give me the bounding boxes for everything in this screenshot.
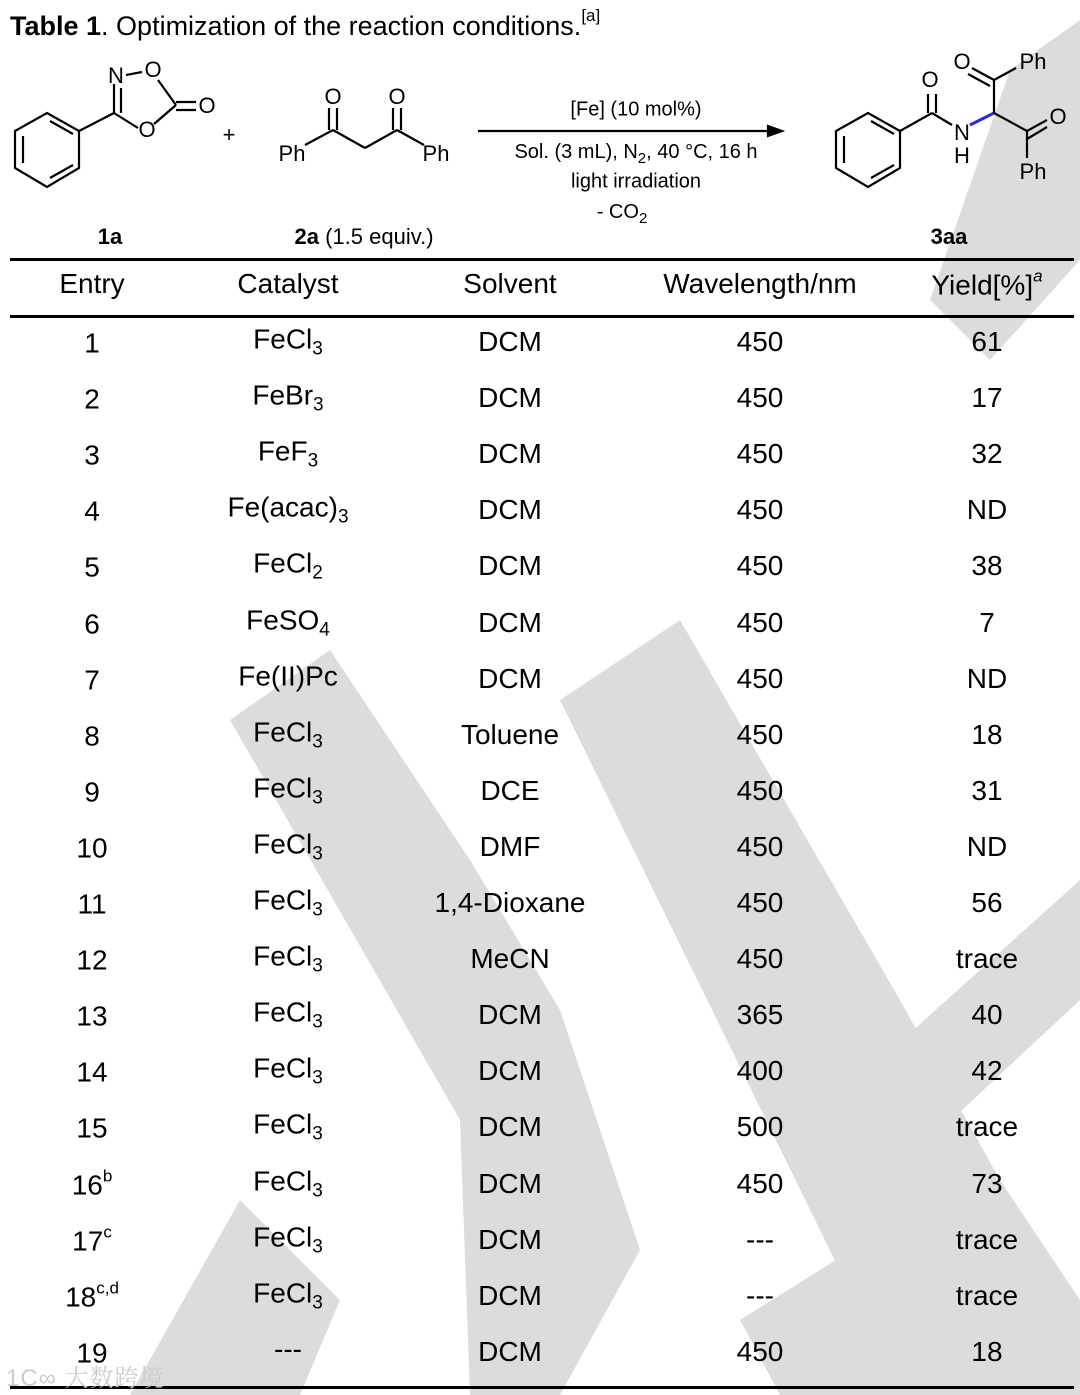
cell-solvent: DCM [478,326,542,357]
cell-yield: 7 [979,606,995,638]
cell-entry: 12 [76,944,108,976]
cell-entry: 13 [76,1000,108,1032]
atom-O: O [324,84,342,109]
conditions-light: light irradiation [570,170,702,193]
header-wavelength: Wavelength/nm [663,268,857,299]
cell-catalyst: Fe(II)Pc [238,660,338,692]
atom-Ph: Ph [278,141,306,166]
cell-yield: 17 [971,382,1003,414]
cell-yield: 31 [971,774,1003,806]
table-top-rule [10,258,1074,261]
benzene-ring-1a [15,72,196,187]
cell-entry: 6 [84,608,100,639]
cell-yield: 18 [971,1335,1003,1367]
cell-yield: trace [955,1223,1019,1255]
cell-entry: 10 [76,832,108,864]
cell-entry: 2 [84,383,100,415]
cell-wavelength: 450 [736,1167,784,1199]
cell-catalyst: FeCl$_3$ [253,323,323,360]
cell-wavelength: 450 [736,830,784,862]
atom-Ph: Ph [1019,49,1047,74]
cell-solvent: DCM [478,662,542,694]
header-entry: Entry [59,268,125,299]
cell-solvent: DCM [478,1055,542,1087]
cell-yield: ND [966,830,1008,862]
cell-entry: 11 [77,888,107,920]
cell-solvent: DCM [478,1335,542,1367]
cell-catalyst: FeCl$_3$ [253,772,323,809]
cell-yield: 40 [971,999,1003,1031]
cell-catalyst: FeCl$_3$ [253,940,323,977]
cell-entry: 19 [76,1337,108,1369]
compound-label-1a: 1a [97,224,123,249]
cell-catalyst: FeF$_3$ [257,435,319,472]
cell-wavelength: 450 [736,326,784,357]
cell-entry: 14 [76,1056,108,1088]
cell-solvent: DCM [478,1167,542,1199]
cell-yield: ND [966,662,1008,694]
cell-yield: 56 [971,887,1003,918]
cell-catalyst: FeCl$_3$ [253,884,323,921]
cell-yield: 32 [971,438,1003,470]
cell-entry: 5 [84,551,100,583]
watermark-logo: 1C∞ 大数跨境 [6,1365,165,1392]
header-yield: Yield[%]$^a$ [931,266,1043,301]
conditions-catalyst: [Fe] (10 mol%) [570,98,702,121]
cell-entry: 17$^c$ [72,1222,112,1257]
conditions-solvent: Sol. (3 mL), $N_2$, 40 °C, 16 h [514,141,758,167]
cell-solvent: DCM [478,1223,542,1255]
cell-solvent: DCM [478,999,542,1031]
cell-solvent: 1,4-Dioxane [434,887,586,918]
cell-entry: 1 [84,327,100,359]
atom-O: O [198,93,216,118]
cell-catalyst: FeCl$_3$ [253,828,323,865]
cell-wavelength: 450 [736,943,784,975]
table-title: Table 1. Optimization of the reaction conditions.[a] [10,6,601,41]
cell-yield: ND [966,494,1008,526]
cell-wavelength: 450 [736,887,784,918]
cell-wavelength: 450 [736,606,784,638]
cell-yield: 18 [971,718,1003,750]
cell-wavelength: 450 [736,382,784,414]
cell-wavelength: 365 [736,999,784,1031]
cell-wavelength: 450 [736,494,784,526]
cell-catalyst: FeCl$_3$ [253,1221,323,1258]
cell-wavelength: 450 [736,550,784,582]
cell-wavelength: 450 [736,774,784,806]
cell-entry: 16$^b$ [71,1166,113,1200]
dibenzoylmethane-2a [305,108,424,148]
conditions-byproduct: - $CO_2$ [596,201,648,227]
cell-catalyst: FeSO$_4$ [246,604,330,640]
cell-solvent: Toluene [460,718,560,750]
cell-wavelength: --- [746,1223,774,1255]
cell-wavelength: 450 [736,438,784,470]
cell-solvent: DCM [478,1279,542,1311]
cell-yield: 61 [971,326,1003,357]
atom-Ph: Ph [422,141,450,166]
cell-catalyst: --- [274,1333,302,1365]
cell-wavelength: 400 [736,1055,784,1087]
cell-yield: 42 [971,1055,1003,1087]
cell-yield: trace [955,1279,1019,1311]
cell-yield: 38 [971,550,1003,582]
atom-O: O [388,84,406,109]
cell-entry: 4 [84,495,100,527]
cell-catalyst: $Fe(acac)_3$ [227,491,349,528]
atom-N: N [954,120,970,145]
cell-catalyst: FeCl$_2$ [253,547,323,584]
cell-solvent: MeCN [470,943,550,975]
compound-label-2a: 2a (1.5 equiv.) [294,224,434,249]
atom-H: H [954,143,970,168]
cell-entry: 15 [76,1112,108,1144]
atom-O: O [953,49,971,74]
atom-O: O [921,67,939,92]
cell-entry: 8 [84,720,100,752]
plus-sign: + [222,122,236,147]
cell-yield: trace [955,943,1019,975]
cell-entry: 18$^{c,d}$ [65,1278,119,1313]
product-3aa-structure [836,68,1047,187]
cell-entry: 9 [84,776,100,808]
cell-catalyst: FeCl$_3$ [253,996,323,1033]
cell-solvent: DCM [478,1111,542,1143]
cell-yield: trace [955,1111,1019,1143]
cell-catalyst: FeCl$_3$ [253,1052,323,1089]
table-header-rule [10,315,1074,318]
cell-solvent: DCM [478,494,542,526]
cell-entry: 3 [84,439,100,471]
cell-catalyst: FeBr$_3$ [252,379,324,416]
table-bottom-rule [10,1386,1074,1389]
reaction-arrow [478,126,782,136]
cell-catalyst: FeCl$_3$ [253,1108,323,1145]
cell-wavelength: 450 [736,718,784,750]
atom-N: N [108,63,124,88]
cell-solvent: DCM [478,438,542,470]
cell-solvent: DCM [478,606,542,638]
header-catalyst: Catalyst [237,268,339,299]
cell-entry: 7 [84,664,100,696]
cell-wavelength: --- [746,1279,774,1311]
cell-solvent: DCM [478,382,542,414]
cell-yield: 73 [971,1167,1003,1199]
cell-catalyst: FeCl$_3$ [253,716,323,753]
cell-solvent: DCE [480,774,540,806]
atom-O: O [144,57,162,82]
cell-wavelength: 500 [736,1111,784,1143]
cell-wavelength: 450 [736,1335,784,1367]
compound-label-3aa: 3aa [930,224,968,249]
cell-solvent: DCM [478,550,542,582]
atom-O: O [1049,104,1067,129]
cell-solvent: DMF [479,830,541,862]
atom-O: O [138,117,156,142]
cell-wavelength: 450 [736,662,784,694]
header-solvent: Solvent [463,268,557,299]
atom-Ph: Ph [1019,159,1047,184]
cell-catalyst: FeCl$_3$ [253,1165,323,1201]
cell-catalyst: FeCl$_3$ [253,1277,323,1314]
